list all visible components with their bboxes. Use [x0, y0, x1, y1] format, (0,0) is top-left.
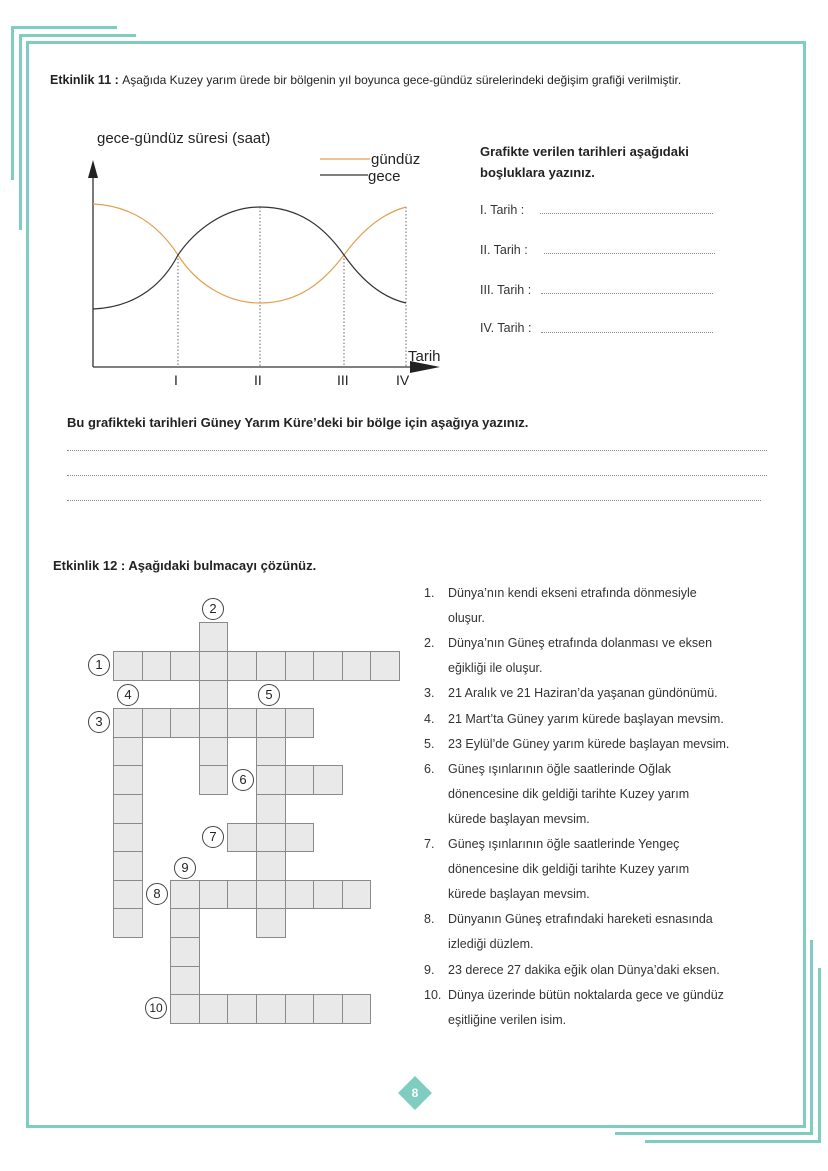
crossword-cell[interactable]: [285, 994, 315, 1024]
clue-number: 4.: [424, 711, 435, 726]
clue-number-3: 3: [88, 711, 110, 733]
clue-number: 3.: [424, 686, 435, 701]
frame-right-mid: [810, 940, 813, 1135]
crossword-cell[interactable]: [313, 880, 343, 910]
frame-left-mid: [19, 34, 22, 230]
chart-ylabel: gece-gündüz süresi (saat): [97, 130, 271, 147]
crossword-cell[interactable]: [256, 794, 286, 824]
crossword-cell[interactable]: [313, 765, 343, 795]
clue-item-continuation: [424, 606, 774, 631]
frame-bottom-inner: [26, 1125, 806, 1128]
crossword-cell[interactable]: [313, 994, 343, 1024]
clue-number: 1.: [424, 586, 435, 600]
clue-text: dönencesine dik geldiği tarihte Kuzey yarım: [448, 862, 690, 877]
crossword-cell[interactable]: [199, 708, 229, 738]
crossword-cell[interactable]: [170, 937, 200, 967]
crossword-cell[interactable]: [113, 851, 143, 881]
clue-item: [424, 681, 774, 706]
crossword-cell[interactable]: [227, 651, 257, 681]
date-field-1-label: I. Tarih :: [480, 203, 525, 217]
side-prompt: [480, 141, 689, 183]
activity11-label: Etkinlik 11 :: [50, 73, 119, 87]
day-night-chart: [60, 115, 460, 390]
clue-number-10: 10: [145, 997, 167, 1019]
clue-number: 5.: [424, 736, 435, 751]
side-prompt-line1: Grafikte verilen tarihleri aşağıdaki: [480, 144, 689, 159]
clue-text: Dünya üzerinde bütün noktalarda gece ve gündüz: [448, 987, 724, 1002]
clue-number: 7.: [424, 837, 435, 851]
crossword-cell[interactable]: [285, 651, 315, 681]
crossword-cell[interactable]: [342, 880, 372, 910]
clue-item-continuation: [424, 782, 774, 807]
clue-number-5: 5: [258, 684, 280, 706]
series-gunduz-line: [93, 204, 406, 303]
side-prompt-line2: boşluklara yazınız.: [480, 165, 595, 180]
clue-number: 2.: [424, 636, 435, 651]
svg-text:II: II: [254, 372, 262, 388]
frame-top-inner: [26, 41, 806, 44]
crossword-cell[interactable]: [256, 823, 286, 853]
clue-item: [424, 631, 774, 656]
crossword-cell[interactable]: [285, 765, 315, 795]
clue-item: [424, 907, 774, 932]
crossword-cell[interactable]: [113, 651, 143, 681]
crossword-cell[interactable]: [256, 708, 286, 738]
clue-item: [424, 732, 774, 757]
crossword-cell[interactable]: [142, 708, 172, 738]
date-field-3-label: III. Tarih :: [480, 283, 532, 297]
crossword-cell[interactable]: [285, 880, 315, 910]
crossword-cell[interactable]: [227, 823, 257, 853]
date-field-4-input[interactable]: [541, 332, 713, 333]
crossword-cell[interactable]: [170, 908, 200, 938]
frame-bottom-outer: [645, 1140, 821, 1143]
clue-item-continuation: [424, 807, 774, 832]
clue-number: 6.: [424, 761, 435, 776]
clue-item-continuation: [424, 857, 774, 882]
clue-number-4: 4: [117, 684, 139, 706]
clue-item: [424, 832, 774, 857]
clue-item: [424, 983, 774, 1008]
crossword-cell[interactable]: [199, 622, 229, 652]
crossword-cell[interactable]: [199, 880, 229, 910]
crossword-cell[interactable]: [227, 994, 257, 1024]
crossword-cell[interactable]: [256, 908, 286, 938]
crossword-cell[interactable]: [285, 708, 315, 738]
clue-text: 21 Aralık ve 21 Haziran’da yaşanan gündönümü.: [448, 686, 718, 701]
crossword-cell[interactable]: [199, 737, 229, 767]
answer-line-2[interactable]: [67, 475, 767, 476]
clue-number-8: 8: [146, 883, 168, 905]
crossword-cell[interactable]: [113, 908, 143, 938]
crossword-cell[interactable]: [113, 765, 143, 795]
crossword-cell[interactable]: [256, 994, 286, 1024]
clue-number: 8.: [424, 912, 435, 927]
clue-text: eğikliği ile oluşur.: [448, 661, 543, 676]
activity12-heading: Etkinlik 12 : Aşağıdaki bulmacayı çözünüz.: [53, 558, 317, 573]
date-field-2-label: II. Tarih :: [480, 243, 528, 257]
crossword-cell[interactable]: [113, 737, 143, 767]
clue-text: Güneş ışınlarının öğle saatlerinde Oğlak: [448, 761, 672, 776]
clue-text: Dünya’nın Güneş etrafında dolanması ve eksen: [448, 636, 713, 651]
crossword-cell[interactable]: [342, 651, 372, 681]
crossword-cell[interactable]: [170, 994, 200, 1024]
date-field-4-label: IV. Tarih :: [480, 321, 532, 335]
clue-text: 23 derece 27 dakika eğik olan Dünya’daki eksen.: [448, 962, 720, 977]
clue-text: kürede başlayan mevsim.: [448, 887, 590, 902]
crossword-cell[interactable]: [142, 651, 172, 681]
answer-line-3[interactable]: [67, 500, 761, 501]
activity11-heading: [50, 73, 681, 87]
clue-text: 21 Mart’ta Güney yarım kürede başlayan mevsim.: [448, 711, 724, 726]
clue-text: oluşur.: [448, 611, 485, 626]
clue-number-2: 2: [202, 598, 224, 620]
date-field-1-input[interactable]: [540, 213, 713, 214]
clue-item: [424, 707, 774, 732]
frame-top-mid: [19, 34, 136, 37]
clue-item-continuation: [424, 882, 774, 907]
clue-number-7: 7: [202, 826, 224, 848]
clue-text: eşitliğine verilen isim.: [448, 1012, 567, 1027]
crossword-cell[interactable]: [170, 880, 200, 910]
clue-number-1: 1: [88, 654, 110, 676]
crossword-cell[interactable]: [170, 708, 200, 738]
svg-text:III: III: [337, 372, 349, 388]
clue-number-6: 6: [232, 769, 254, 791]
clue-text: Güneş ışınlarının öğle saatlerinde Yengeç: [448, 837, 680, 851]
crossword-cell[interactable]: [170, 966, 200, 996]
clue-text: Dünya’nın kendi ekseni etrafında dönmesiyle: [448, 586, 697, 600]
chart-xlabel: Tarih: [408, 348, 441, 365]
clue-number: 9.: [424, 962, 435, 977]
clue-number: 10.: [424, 987, 442, 1002]
crossword-cell[interactable]: [170, 651, 200, 681]
crossword-cell[interactable]: [113, 794, 143, 824]
crossword-cell[interactable]: [256, 651, 286, 681]
crossword-cell[interactable]: [113, 823, 143, 853]
crossword-cell[interactable]: [199, 994, 229, 1024]
crossword-cell[interactable]: [227, 880, 257, 910]
clue-item-continuation: [424, 1008, 774, 1033]
crossword-cell[interactable]: [313, 651, 343, 681]
frame-top-outer: [11, 26, 117, 29]
crossword-cell[interactable]: [227, 708, 257, 738]
clue-number-9: 9: [174, 857, 196, 879]
clue-text: izlediği düzlem.: [448, 937, 534, 952]
crossword-cell[interactable]: [113, 880, 143, 910]
frame-bottom-mid: [615, 1132, 813, 1135]
crossword-cell[interactable]: [256, 737, 286, 767]
crossword-cell[interactable]: [199, 651, 229, 681]
series-gece-line: [93, 207, 406, 309]
legend-gunduz: gündüz: [371, 151, 421, 168]
clue-item: [424, 581, 774, 606]
crossword-cell[interactable]: [285, 823, 315, 853]
crossword-cell[interactable]: [256, 765, 286, 795]
legend-gece: gece: [368, 168, 401, 185]
answer-line-1[interactable]: [67, 450, 767, 451]
crossword-cell[interactable]: [113, 708, 143, 738]
clue-item-continuation: [424, 932, 774, 957]
frame-left-inner: [26, 41, 29, 1128]
date-field-3-input[interactable]: [541, 293, 713, 294]
clue-text: Dünyanın Güneş etrafındaki hareketi esnasında: [448, 912, 713, 927]
frame-left-outer: [11, 26, 14, 180]
clue-item: [424, 757, 774, 782]
crossword-cell[interactable]: [199, 680, 229, 710]
clue-item: [424, 958, 774, 983]
southern-prompt: Bu grafikteki tarihleri Güney Yarım Küre’deki bir bölge için aşağıya yazınız.: [67, 415, 529, 430]
clue-text: dönencesine dik geldiği tarihte Kuzey yarım: [448, 786, 690, 801]
crossword-cell[interactable]: [370, 651, 400, 681]
frame-right-outer: [818, 968, 821, 1142]
svg-text:IV: IV: [396, 372, 410, 388]
date-field-2-input[interactable]: [544, 253, 715, 254]
frame-right-inner: [803, 41, 806, 1128]
page-number: 8: [411, 1086, 419, 1100]
clue-item-continuation: [424, 656, 774, 681]
crossword-cell[interactable]: [256, 851, 286, 881]
activity11-instruction: Aşağıda Kuzey yarım ürede bir bölgenin yıl boyunca gece-gündüz sürelerindeki değişim grafiği verilmiştir.: [122, 73, 682, 87]
clue-text: kürede başlayan mevsim.: [448, 811, 590, 826]
crossword-cell[interactable]: [256, 880, 286, 910]
svg-text:I: I: [174, 372, 178, 388]
crossword-cell[interactable]: [199, 765, 229, 795]
crossword-cell[interactable]: [342, 994, 372, 1024]
clue-text: 23 Eylül’de Güney yarım kürede başlayan mevsim.: [448, 736, 730, 751]
